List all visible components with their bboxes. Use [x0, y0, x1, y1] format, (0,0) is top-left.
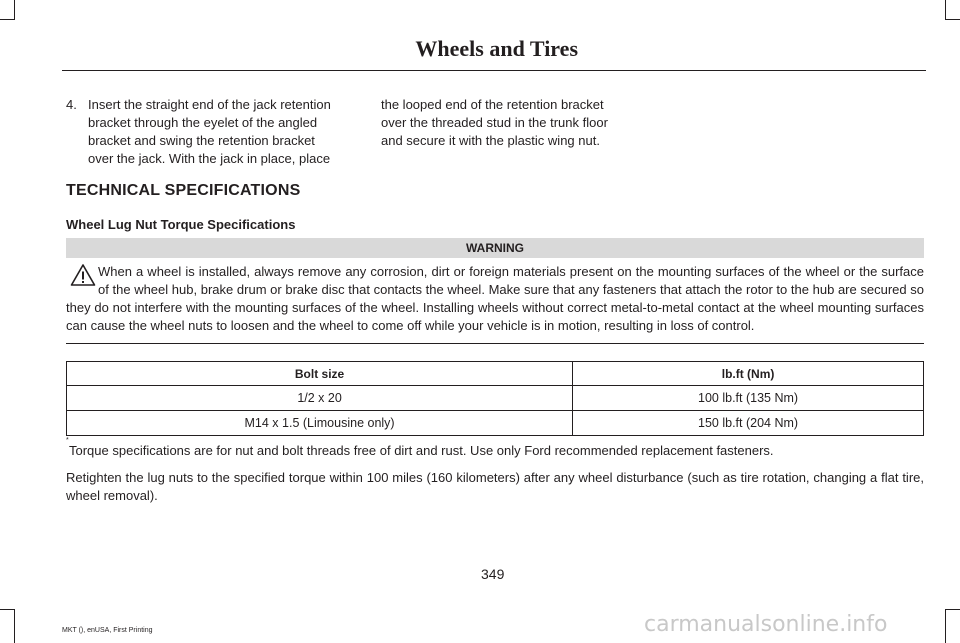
crop-mark	[945, 609, 946, 643]
table-cell: M14 x 1.5 (Limousine only)	[67, 411, 573, 436]
crop-mark	[0, 19, 15, 20]
crop-mark	[945, 0, 946, 20]
table-cell: 100 lb.ft (135 Nm)	[573, 386, 924, 411]
footer-print-id: MKT (), enUSA, First Printing	[62, 627, 153, 634]
step-number: 4.	[66, 97, 77, 112]
step-text-columns	[88, 96, 628, 168]
page-header-title: Wheels and Tires	[415, 36, 578, 61]
crop-mark	[945, 609, 960, 610]
footnote-marker: *	[66, 437, 69, 444]
table-header-cell: Bolt size	[67, 362, 573, 386]
step-text: Insert the straight end of the jack retention bracket through the eyelet of the angled bracket and swing the retention bracket over the jack. With the jack in place, place the looped end of the retention bracket over the threaded stud in the trunk floor and secure it with the plastic wing nut.	[88, 97, 608, 166]
section-heading: TECHNICAL SPECIFICATIONS	[66, 182, 301, 199]
warning-rule	[66, 343, 924, 344]
retighten-paragraph: Retighten the lug nuts to the specified torque within 100 miles (160 kilometers) after any wheel disturbance (such as tire rotation, changing a flat tire, wheel removal).	[66, 470, 924, 503]
crop-mark	[14, 0, 15, 20]
header-rule	[62, 70, 926, 71]
crop-mark	[14, 609, 15, 643]
crop-mark	[945, 19, 960, 20]
torque-spec-table	[66, 361, 924, 436]
table-row	[67, 386, 924, 411]
table-row	[67, 411, 924, 436]
table-header-cell: lb.ft (Nm)	[573, 362, 924, 386]
table-cell: 1/2 x 20	[67, 386, 573, 411]
footnote-text: Torque specifications are for nut and bolt threads free of dirt and rust. Use only Ford recommended replacement fasteners.	[69, 443, 774, 458]
sub-heading: Wheel Lug Nut Torque Specifications	[66, 217, 296, 232]
page-number: 349	[481, 566, 505, 582]
watermark: carmanualsonline.info	[644, 612, 888, 637]
table-header-row	[67, 362, 924, 386]
warning-banner: WARNING	[66, 238, 924, 258]
crop-mark	[0, 609, 15, 610]
table-cell: 150 lb.ft (204 Nm)	[573, 411, 924, 436]
warning-text: When a wheel is installed, always remove any corrosion, dirt or foreign materials present on the mounting surfaces of the wheel or the surface of the wheel hub, brake drum or brake disc that contacts the wheel. Make sure that any fasteners that attach the rotor to the hub are secured so they do not interfere with the mounting surfaces of the wheel. Installing wheels without correct metal-to-metal contact at the wheel mounting surfaces can cause the wheel nuts to loosen and the wheel to come off while your vehicle is in motion, resulting in loss of control.	[66, 264, 924, 333]
